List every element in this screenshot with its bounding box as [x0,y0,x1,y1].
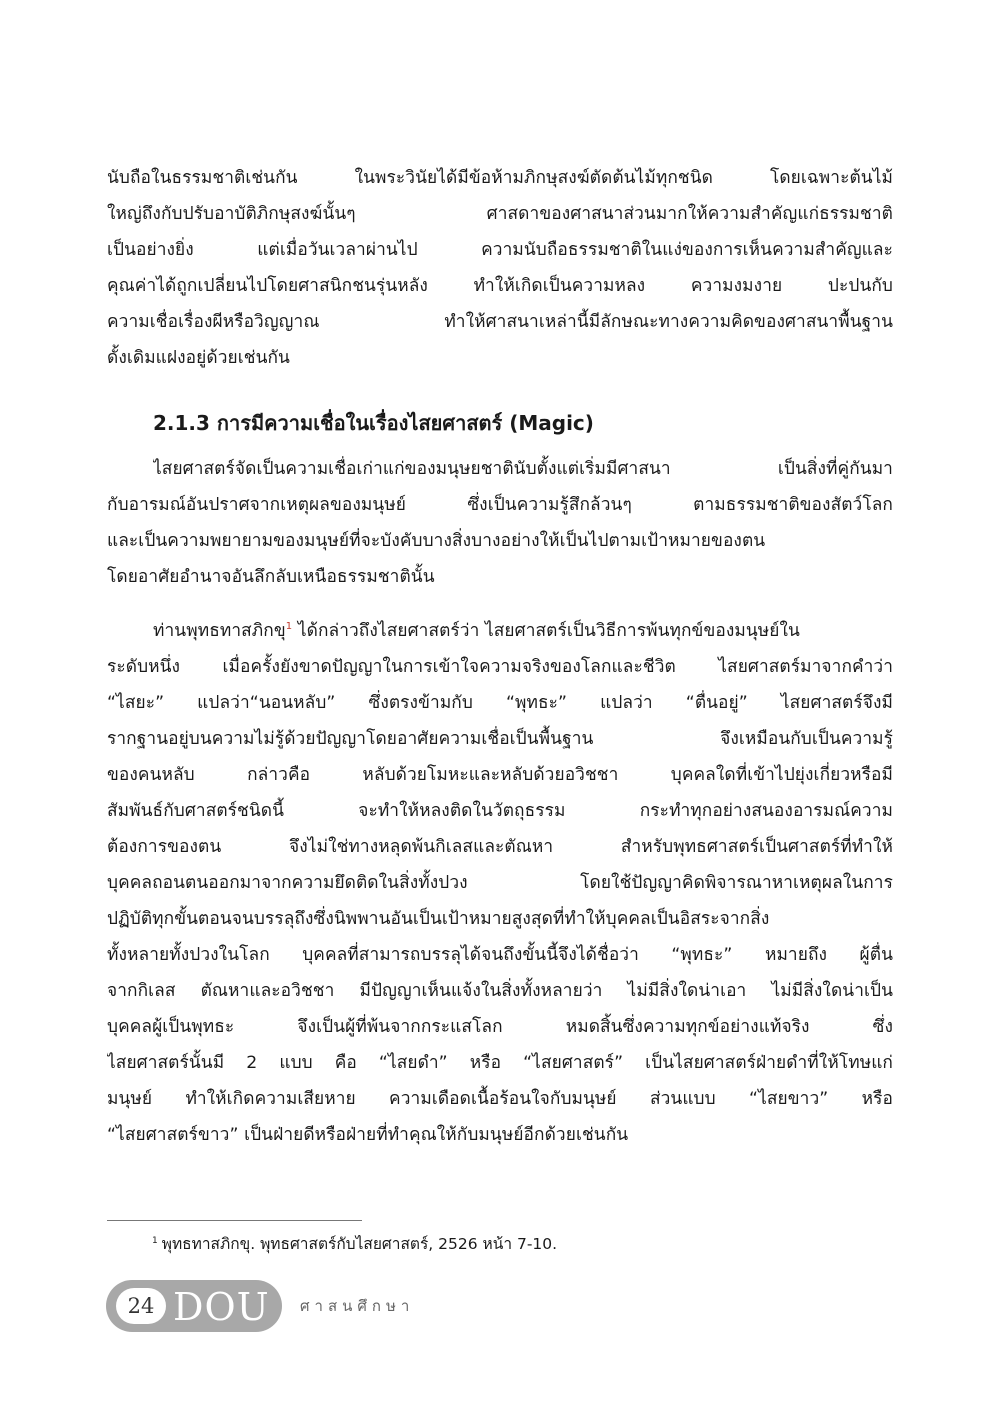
paragraph-3-line: “ไสยะ” แปลว่า“นอนหลับ” ซึ่งตรงข้ามกับ “พุทธะ” แปลว่า “ตื่นอยู่” ไสยศาสตร์จึงมี [107,693,893,713]
paragraph-3-line: ของคนหลับ กล่าวคือ หลับด้วยโมหะและหลับด้วยอวิชชา บุคคลใดที่เข้าไปยุ่งเกี่ยวหรือมี [107,765,893,785]
paragraph-3-line: ปฏิบัติทุกขั้นตอนจนบรรลุถึงซึ่งนิพพานอันเป็นเป้าหมายสูงสุดที่ทำให้บุคคลเป็นอิสระจากสิ่ง [107,909,770,929]
paragraph-3-first-line [153,613,893,649]
paragraph-2-line: กับอารมณ์อันปราศจากเหตุผลของมนุษย์ ซึ่งเป็นความรู้สึกล้วนๆ ตามธรรมชาติของสัตว์โลก [107,495,893,515]
paragraph-3-line: ระดับหนึ่ง เมื่อครั้งยังขาดปัญญาในการเข้าใจความจริงของโลกและชีวิต ไสยศาสตร์มาจากคำว่า [107,657,893,677]
paragraph-1-line: ดั้งเดิมแฝงอยู่ด้วยเช่นกัน [107,348,290,368]
paragraph-3-line: ทั้งหลายทั้งปวงในโลก บุคคลที่สามารถบรรลุได้จนถึงขั้นนี้จึงได้ชื่อว่า “พุทธะ” หมายถึง ผู้ตื่น [107,945,893,965]
paragraph-2-line: โดยอาศัยอำนาจอันลึกลับเหนือธรรมชาตินั้น [107,567,435,587]
paragraph-1-line: คุณค่าได้ถูกเปลี่ยนไปโดยศาสนิกชนรุ่นหลัง ทำให้เกิดเป็นความหลง ความงมงาย ปะปนกับ [107,276,893,296]
paragraph-1-line: ความเชื่อเรื่องผีหรือวิญญาณ ทำให้ศาสนาเหล่านี้มีลักษณะทางความคิดของศาสนาพื้นฐาน [107,312,893,332]
paragraph-3-text: ได้กล่าวถึงไสยศาสตร์ว่า ไสยศาสตร์เป็นวิธีการพ้นทุกข์ของมนุษย์ใน [292,621,800,641]
paragraph-3-line: มนุษย์ ทำให้เกิดความเสียหาย ความเดือดเนื้อร้อนใจกับมนุษย์ ส่วนแบบ “ไสยขาว” หรือ [107,1089,893,1109]
page-number: 24 [116,1288,166,1324]
paragraph-3-line: ต้องการของตน จึงไม่ใช่ทางหลุดพ้นกิเลสและตัณหา สำหรับพุทธศาสตร์เป็นศาสตร์ที่ทำให้ [107,837,893,857]
paragraph-3-line: บุคคลถอนตนออกมาจากความยึดติดในสิ่งทั้งปวง โดยใช้ปัญญาคิดพิจารณาหาเหตุผลในการ [107,873,893,893]
paragraph-3-line: ไสยศาสตร์นั้นมี 2 แบบ คือ “ไสยดำ” หรือ “ไสยศาสตร์” เป็นไสยศาสตร์ฝ่ายดำที่ให้โทษแก่ [107,1053,893,1073]
footnote-number: 1 [152,1236,158,1246]
paragraph-3-line: บุคคลผู้เป็นพุทธะ จึงเป็นผู้ที่พ้นจากกระแสโลก หมดสิ้นซึ่งความทุกข์อย่างแท้จริง ซึ่ง [107,1017,893,1037]
paragraph-1-line: นับถือในธรรมชาติเช่นกัน ในพระวินัยได้มีข้อห้ามภิกษุสงฆ์ตัดต้นไม้ทุกชนิด โดยเฉพาะต้นไม้ [107,168,893,188]
footnote-text: พุทธทาสภิกขุ. พุทธศาสตร์กับไสยศาสตร์, 2526 หน้า 7-10. [161,1235,558,1254]
footnote-divider [107,1220,362,1221]
footnote-reference[interactable]: 1 [285,621,293,633]
paragraph-1-line: ใหญ่ถึงกับปรับอาบัติภิกษุสงฆ์นั้นๆ ศาสดาของศาสนาส่วนมากให้ความสำคัญแก่ธรรมชาติ [107,204,893,224]
footnote [152,1227,557,1258]
paragraph-2-line: และเป็นความพยายามของมนุษย์ที่จะบังคับบางสิ่งบางอย่างให้เป็นไปตามเป้าหมายของตน [107,531,766,551]
paragraph-3-line: รากฐานอยู่บนความไม่รู้ด้วยปัญญาโดยอาศัยความเชื่อเป็นพื้นฐาน จึงเหมือนกับเป็นความรู้ [107,729,893,749]
paragraph-3-line: สัมพันธ์กับศาสตร์ชนิดนี้ จะทำให้หลงติดในวัตถุธรรม กระทำทุกอย่างสนองอารมณ์ความ [107,801,893,821]
section-heading: 2.1.3 การมีความเชื่อในเรื่องไสยศาสตร์ (Magic) [153,411,594,435]
paragraph-3-line: จากกิเลส ตัณหาและอวิชชา มีปัญญาเห็นแจ้งในสิ่งทั้งหลายว่า ไม่มีสิ่งใดน่าเอา ไม่มีสิ่งใดน่าเป็น [107,981,893,1001]
course-title: ศาสนศึกษา [300,1297,415,1315]
paragraph-1-line: เป็นอย่างยิ่ง แต่เมื่อวันเวลาผ่านไป ความนับถือธรรมชาติในแง่ของการเห็นความสำคัญและ [107,240,893,260]
dou-logo: DOU [173,1285,270,1329]
paragraph-3-text: ท่านพุทธทาสภิกขุ [153,621,286,641]
paragraph-2-line: ไสยศาสตร์จัดเป็นความเชื่อเก่าแก่ของมนุษยชาตินับตั้งแต่เริ่มมีศาสนา เป็นสิ่งที่คู่กันมา [153,459,893,479]
paragraph-3-line: “ไสยศาสตร์ขาว” เป็นฝ่ายดีหรือฝ่ายที่ทำคุณให้กับมนุษย์อีกด้วยเช่นกัน [107,1125,629,1145]
